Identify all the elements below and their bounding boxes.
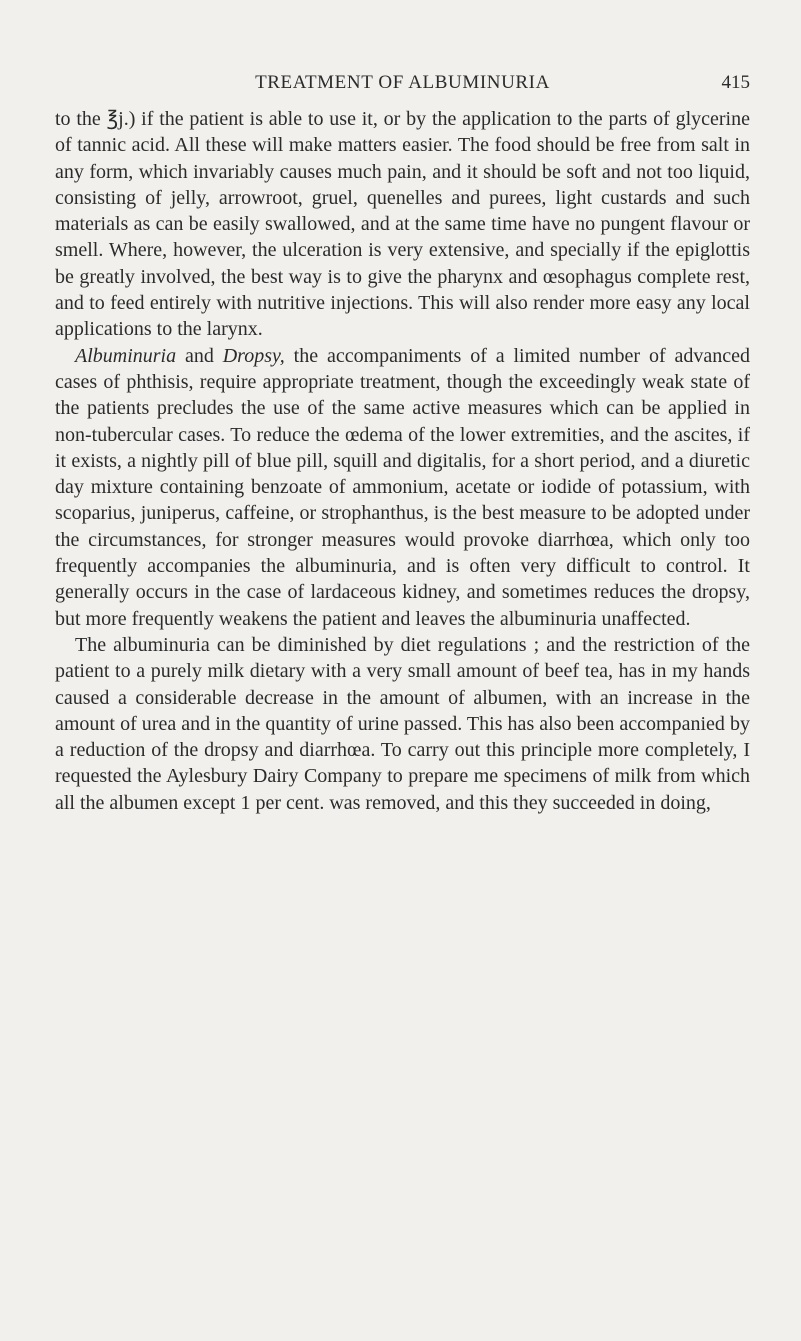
paragraph-1-text: to the ℥j.) if the patient is able to use it, or by the application to the parts of glycerine of tannic acid. All these will make matters easier. The food should be free from salt in any form, which invariably causes much pain, and it should be soft and not too liquid, consisting of jelly, arrowroot, gruel, quenelles and purees, light custards and such materials as can be easily swallowed, and at the same time have no pungent flavour or smell. Where, however, the ulceration is very extensive, and specially if the epiglottis be greatly involved, the best way is to give the pharynx and œsophagus complete rest, and to feed entirely with nutritive injections. This will also render more easy any local applications to the larynx. (55, 108, 750, 341)
paragraph-1 (55, 106, 750, 343)
paragraph-2 (55, 343, 750, 632)
italic-term-dropsy: Dropsy, (222, 344, 285, 367)
paragraph-3-text: The albuminuria can be diminished by diet regulations ; and the restriction of the patient to a purely milk dietary with a very small amount of beef tea, has in my hands caused a considerable decrease in the amount of albumen, with an increase in the amount of urea and in the quantity of urine passed. This has also been accompanied by a reduction of the dropsy and diarrhœa. To carry out this principle more completely, I requested the Aylesbury Dairy Company to prepare me specimens of milk from which all the albumen except 1 per cent. was removed, and this they succeeded in doing, (55, 633, 750, 814)
running-head-title: TREATMENT OF ALBUMINURIA (255, 72, 550, 93)
paragraph-3 (55, 632, 750, 816)
italic-term-albuminuria: Albuminuria (75, 344, 177, 367)
paragraph-2-text: the accompaniments of a limited number of advanced cases of phthisis, require appropriate treatment, though the exceedingly weak state of the patients precludes the use of the same active measures which can be applied in non-tubercular cases. To reduce the œdema of the lower extremities, and the ascites, if it exists, a nightly pill of blue pill, squill and digitalis, for a short period, and a diuretic day mixture containing benzoate of ammonium, acetate or iodide of potassium, with scoparius, juniperus, caffeine, or strophanthus, is the best measure to be adopted under the circumstances, for stronger measures would provoke diarrhœa, which only too frequently accompanies the albuminuria, and is often very difficult to control. It generally occurs in the case of lardaceous kidney, and sometimes reduces the dropsy, but more frequently weakens the patient and leaves the albuminuria unaffected. (55, 344, 750, 630)
running-head (55, 72, 750, 102)
page-number: 415 (721, 72, 750, 93)
paragraph-2-connector: and (176, 344, 223, 367)
book-page (55, 72, 750, 1322)
